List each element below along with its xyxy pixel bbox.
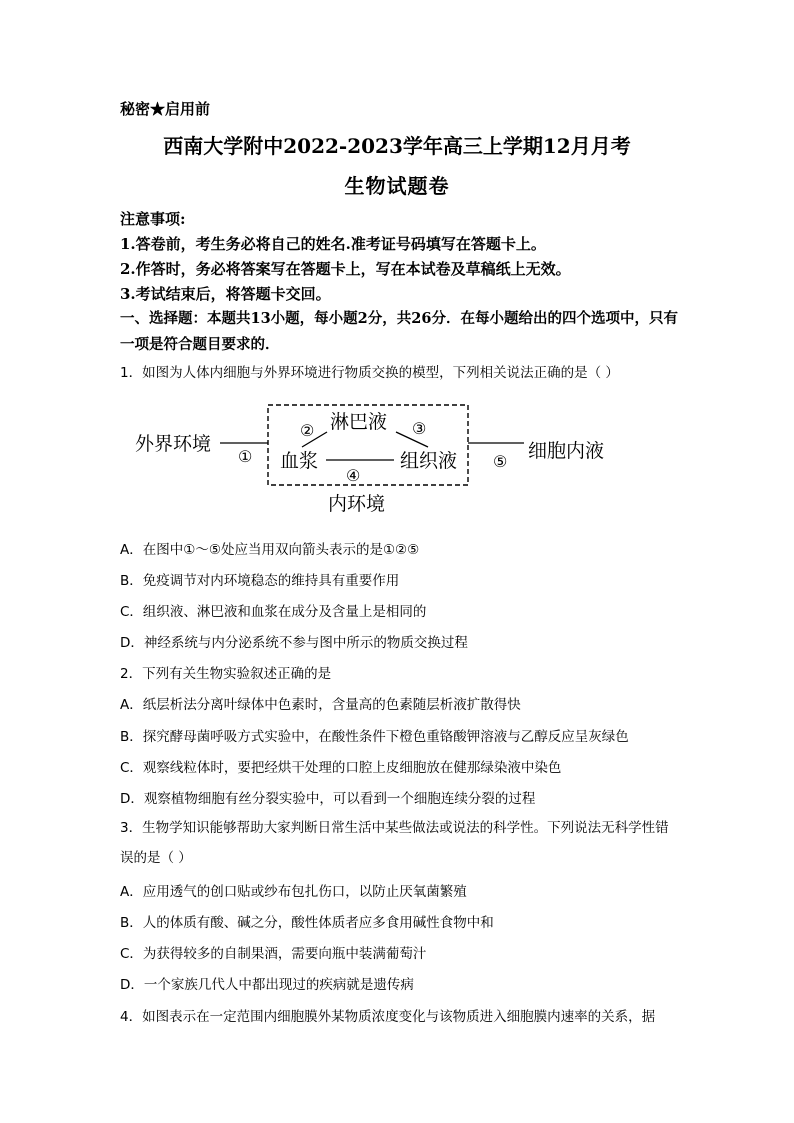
question-2-option-d: D．观察植物细胞有丝分裂实验中，可以看到一个细胞连续分裂的过程 (120, 791, 536, 807)
lymph-label: 淋巴液 (330, 411, 388, 433)
question-3-option-c: C．为获得较多的自制果酒，需要向瓶中装满葡萄汁 (120, 946, 427, 962)
exchange-diagram (130, 398, 620, 520)
marker-1: ① (238, 447, 253, 466)
internal-environment-label: 内环境 (328, 493, 386, 515)
marker-3: ③ (412, 419, 427, 438)
question-3-option-a: A．应用透气的创口贴或纱布包扎伤口，以防止厌氧菌繁殖 (120, 884, 467, 900)
note-item-1: 1.答卷前，考生务必将自己的姓名.准考证号码填写在答题卡上。 (120, 235, 546, 253)
question-3-option-b: B．人的体质有酸、碱之分，酸性体质者应多食用碱性食物中和 (120, 915, 494, 931)
tissue-fluid-label: 组织液 (400, 450, 458, 472)
question-1-option-a: A．在图中①～⑤处应当用双向箭头表示的是①②⑤ (120, 542, 420, 558)
intracellular-fluid-label: 细胞内液 (528, 440, 605, 462)
question-2-stem: 2．下列有关生物实验叙述正确的是 (120, 666, 332, 682)
section-instruction: 一、选择题：本题共13小题，每小题2分，共26分．在每小题给出的四个选项中，只有一项是符合题目要求的． (120, 310, 678, 353)
question-1-option-b: B．免疫调节对内环境稳态的维持具有重要作用 (120, 573, 400, 589)
outer-environment-label: 外界环境 (135, 433, 212, 455)
question-1-option-c: C．组织液、淋巴液和血浆在成分及含量上是相同的 (120, 604, 427, 620)
plasma-label: 血浆 (280, 450, 319, 472)
secret-label: 秘密★启用前 (120, 100, 211, 118)
exam-title: 西南大学附中2022-2023学年高三上学期12月月考 (163, 134, 631, 158)
question-3-stem: 3．生物学知识能够帮助大家判断日常生活中某些做法或说法的科学性。下列说法无科学性错误的是（ ） (120, 820, 669, 866)
question-3-option-d: D．一个家族几代人中都出现过的疾病就是遗传病 (120, 977, 414, 993)
marker-2: ② (300, 421, 315, 440)
exam-subtitle: 生物试题卷 (344, 174, 450, 198)
question-2-option-b: B．探究酵母菌呼吸方式实验中，在酸性条件下橙色重铬酸钾溶液与乙醇反应呈灰绿色 (120, 729, 629, 745)
marker-5: ⑤ (493, 452, 508, 471)
note-item-2: 2.作答时，务必将答案写在答题卡上，写在本试卷及草稿纸上无效。 (120, 260, 571, 278)
question-1-stem: 1．如图为人体内细胞与外界环境进行物质交换的模型，下列相关说法正确的是（ ） (120, 365, 619, 381)
question-1-option-d: D．神经系统与内分泌系统不参与图中所示的物质交换过程 (120, 635, 468, 651)
question-2-option-a: A．纸层析法分离叶绿体中色素时，含量高的色素随层析液扩散得快 (120, 697, 521, 713)
note-item-3: 3.考试结束后，将答题卡交回。 (120, 285, 331, 303)
question-4-stem: 4．如图表示在一定范围内细胞膜外某物质浓度变化与该物质进入细胞膜内速率的关系，据 (120, 1009, 656, 1025)
question-2-option-c: C．观察线粒体时，要把经烘干处理的口腔上皮细胞放在健那绿染液中染色 (120, 760, 562, 776)
notes-heading: 注意事项: (120, 210, 186, 228)
marker-4: ④ (346, 466, 361, 485)
